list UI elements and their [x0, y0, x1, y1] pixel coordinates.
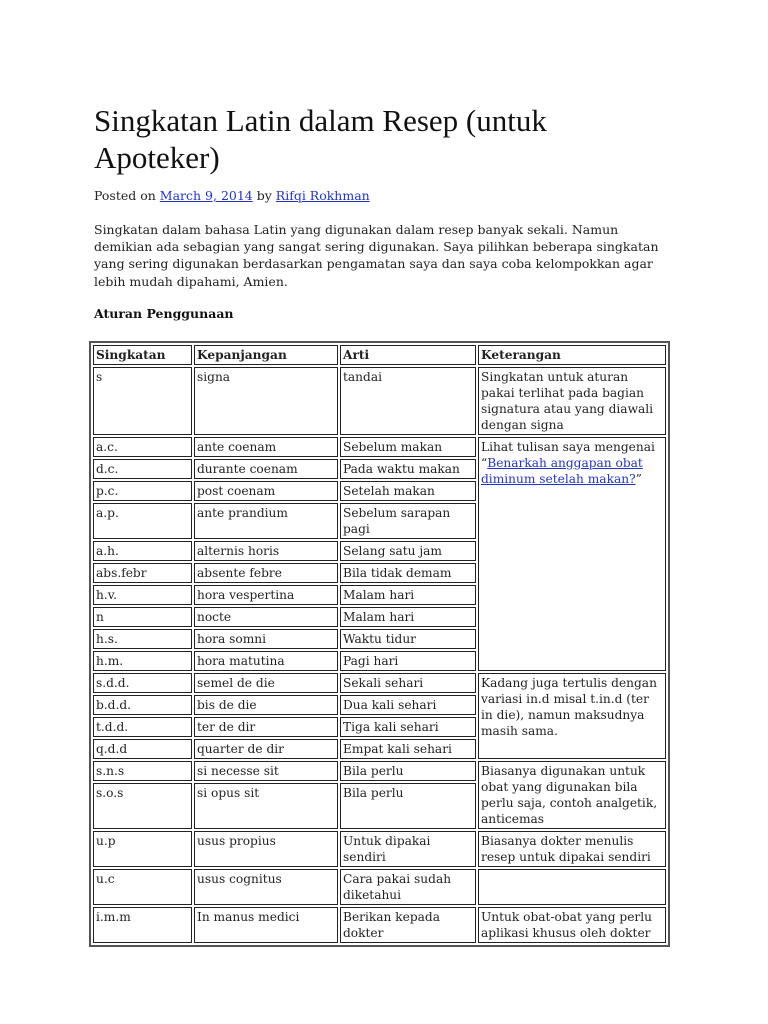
cell-note	[478, 437, 666, 671]
cell-abbr: s.n.s	[93, 761, 192, 781]
table-row	[93, 869, 666, 905]
cell-full: ter de dir	[194, 717, 338, 737]
cell-meaning: Dua kali sehari	[340, 695, 476, 715]
cell-note: Biasanya digunakan untuk obat yang digunakan bila perlu saja, contoh analgetik, anticemas	[478, 761, 666, 829]
header-arti: Arti	[340, 345, 476, 365]
cell-meaning: Selang satu jam	[340, 541, 476, 561]
cell-meaning: Malam hari	[340, 585, 476, 605]
cell-meaning: Sebelum sarapan pagi	[340, 503, 476, 539]
table-row	[93, 831, 666, 867]
cell-full: quarter de dir	[194, 739, 338, 759]
table-row	[93, 673, 666, 693]
cell-full: semel de die	[194, 673, 338, 693]
cell-abbr: a.c.	[93, 437, 192, 457]
table-header-row	[93, 345, 666, 365]
cell-abbr: u.p	[93, 831, 192, 867]
cell-full: usus cognitus	[194, 869, 338, 905]
cell-meaning: Sebelum makan	[340, 437, 476, 457]
header-keterangan: Keterangan	[478, 345, 666, 365]
note-text: Lihat tulisan saya mengenai “	[481, 440, 655, 470]
article-link[interactable]: Benarkah anggapan obat diminum setelah makan?	[481, 456, 643, 486]
cell-full: si opus sit	[194, 783, 338, 829]
posted-label: Posted on	[94, 188, 160, 203]
cell-abbr: a.h.	[93, 541, 192, 561]
cell-full: usus propius	[194, 831, 338, 867]
cell-full: hora matutina	[194, 651, 338, 671]
cell-meaning: Malam hari	[340, 607, 476, 627]
cell-meaning: Berikan kepada dokter	[340, 907, 476, 943]
cell-abbr: abs.febr	[93, 563, 192, 583]
abbreviation-table	[89, 341, 670, 947]
cell-note: Singkatan untuk aturan pakai terlihat pada bagian signatura atau yang diawali dengan signa	[478, 367, 666, 435]
cell-full: alternis horis	[194, 541, 338, 561]
header-kepanjangan: Kepanjangan	[194, 345, 338, 365]
cell-full: In manus medici	[194, 907, 338, 943]
table-row	[93, 437, 666, 457]
cell-meaning: Cara pakai sudah diketahui	[340, 869, 476, 905]
cell-meaning: tandai	[340, 367, 476, 435]
cell-meaning: Bila tidak demam	[340, 563, 476, 583]
cell-note: Untuk obat-obat yang perlu aplikasi khusus oleh dokter	[478, 907, 666, 943]
cell-meaning: Bila perlu	[340, 783, 476, 829]
table-row	[93, 367, 666, 435]
cell-abbr: s	[93, 367, 192, 435]
cell-meaning: Sekali sehari	[340, 673, 476, 693]
by-label: by	[252, 188, 276, 203]
cell-meaning: Waktu tidur	[340, 629, 476, 649]
intro-paragraph: Singkatan dalam bahasa Latin yang digunakan dalam resep banyak sekali. Namun demikian ada sebagian yang sangat sering digunakan. Saya pilihkan beberapa singkatan yang sering digunakan berdasarkan pengamatan saya dan saya coba kelompokkan agar lebih mudah dipahami, Amien.	[94, 222, 659, 289]
cell-abbr: u.c	[93, 869, 192, 905]
cell-meaning: Empat kali sehari	[340, 739, 476, 759]
cell-full: post coenam	[194, 481, 338, 501]
table-row	[93, 761, 666, 781]
cell-note: Kadang juga tertulis dengan variasi in.d misal t.in.d (ter in die), namun maksudnya masih sama.	[478, 673, 666, 759]
cell-full: bis de die	[194, 695, 338, 715]
cell-full: nocte	[194, 607, 338, 627]
cell-meaning: Untuk dipakai sendiri	[340, 831, 476, 867]
cell-note: Biasanya dokter menulis resep untuk dipakai sendiri	[478, 831, 666, 867]
cell-abbr: s.d.d.	[93, 673, 192, 693]
cell-abbr: b.d.d.	[93, 695, 192, 715]
cell-abbr: q.d.d	[93, 739, 192, 759]
cell-meaning: Bila perlu	[340, 761, 476, 781]
table-row	[93, 907, 666, 943]
author-link[interactable]: Rifqi Rokhman	[275, 188, 370, 203]
cell-abbr: d.c.	[93, 459, 192, 479]
cell-abbr: p.c.	[93, 481, 192, 501]
cell-full: hora vespertina	[194, 585, 338, 605]
cell-meaning: Pagi hari	[340, 651, 476, 671]
cell-full: si necesse sit	[194, 761, 338, 781]
header-singkatan: Singkatan	[93, 345, 192, 365]
cell-abbr: s.o.s	[93, 783, 192, 829]
cell-full: absente febre	[194, 563, 338, 583]
note-text: ”	[635, 472, 642, 486]
cell-full: ante coenam	[194, 437, 338, 457]
post-date-link[interactable]: March 9, 2014	[159, 188, 253, 203]
cell-abbr: a.p.	[93, 503, 192, 539]
cell-meaning: Setelah makan	[340, 481, 476, 501]
section-heading: Aturan Penggunaan	[94, 306, 234, 321]
cell-abbr: i.m.m	[93, 907, 192, 943]
page-title: Singkatan Latin dalam Resep (untuk Apoteker)	[94, 103, 547, 175]
cell-meaning: Tiga kali sehari	[340, 717, 476, 737]
post-meta	[94, 188, 370, 203]
cell-abbr: n	[93, 607, 192, 627]
cell-full: durante coenam	[194, 459, 338, 479]
cell-abbr: t.d.d.	[93, 717, 192, 737]
cell-full: ante prandium	[194, 503, 338, 539]
cell-note	[478, 869, 666, 905]
cell-abbr: h.s.	[93, 629, 192, 649]
cell-full: signa	[194, 367, 338, 435]
cell-full: hora somni	[194, 629, 338, 649]
cell-abbr: h.m.	[93, 651, 192, 671]
cell-meaning: Pada waktu makan	[340, 459, 476, 479]
cell-abbr: h.v.	[93, 585, 192, 605]
